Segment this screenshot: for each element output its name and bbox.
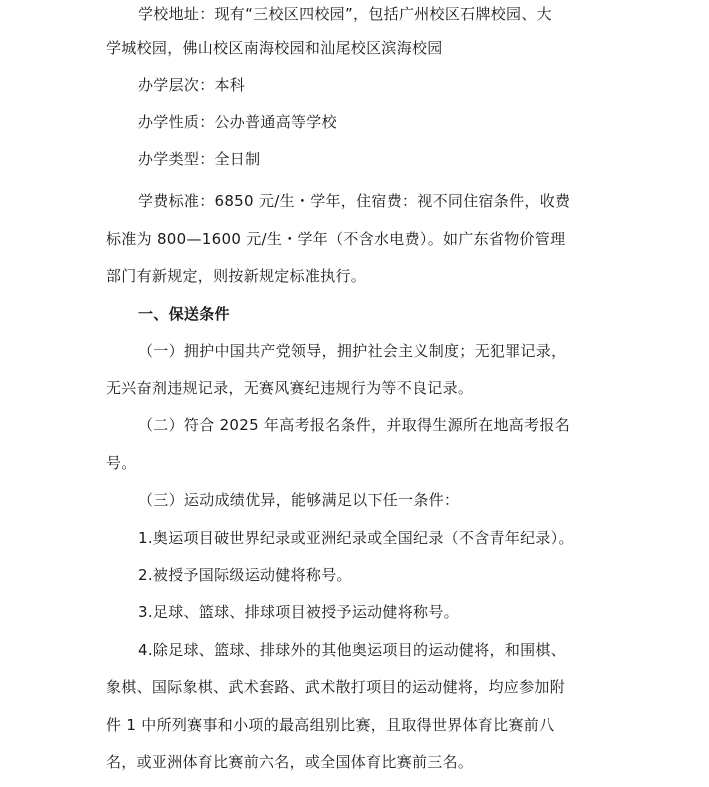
school-level: 办学层次：本科	[138, 76, 246, 94]
item-2: 2.被授予国际级运动健将称号。	[138, 566, 352, 584]
school-type: 办学类型：全日制	[138, 150, 261, 168]
item-4-line-2: 象棋、国际象棋、武术套路、武术散打项目的运动健将，均应参加附	[106, 678, 566, 696]
address-line-1: 学校地址：现有“三校区四校园”，包括广州校区石牌校园、大	[138, 5, 552, 23]
condition-2-line-2: 号。	[106, 454, 137, 472]
condition-2-line-1: （二）符合 2025 年高考报名条件，并取得生源所在地高考报名	[138, 416, 571, 434]
item-4-line-1: 4.除足球、篮球、排球外的其他奥运项目的运动健将，和围棋、	[138, 641, 567, 659]
section-heading: 一、保送条件	[138, 305, 230, 323]
school-nature: 办学性质：公办普通高等学校	[138, 113, 337, 131]
item-1: 1.奥运项目破世界纪录或亚洲纪录或全国纪录（不含青年纪录）。	[138, 529, 574, 547]
fees-line-3: 部门有新规定，则按新规定标准执行。	[106, 267, 367, 285]
fees-line-2: 标准为 800—1600 元/生・学年（不含水电费）。如广东省物价管理	[106, 230, 566, 248]
item-4-line-3: 件 1 中所列赛事和小项的最高组别比赛，且取得世界体育比赛前八	[106, 716, 555, 734]
condition-1-line-1: （一）拥护中国共产党领导，拥护社会主义制度；无犯罪记录，	[138, 342, 567, 360]
item-3: 3.足球、篮球、排球项目被授予运动健将称号。	[138, 603, 459, 621]
address-line-2: 学城校园，佛山校区南海校园和汕尾校区滨海校园	[106, 39, 443, 57]
condition-3: （三）运动成绩优异，能够满足以下任一条件：	[138, 491, 460, 509]
fees-line-1: 学费标准：6850 元/生・学年，住宿费：视不同住宿条件，收费	[138, 192, 571, 210]
condition-1-line-2: 无兴奋剂违规记录，无赛风赛纪违规行为等不良记录。	[106, 379, 474, 397]
item-4-line-4: 名，或亚洲体育比赛前六名，或全国体育比赛前三名。	[106, 753, 474, 771]
